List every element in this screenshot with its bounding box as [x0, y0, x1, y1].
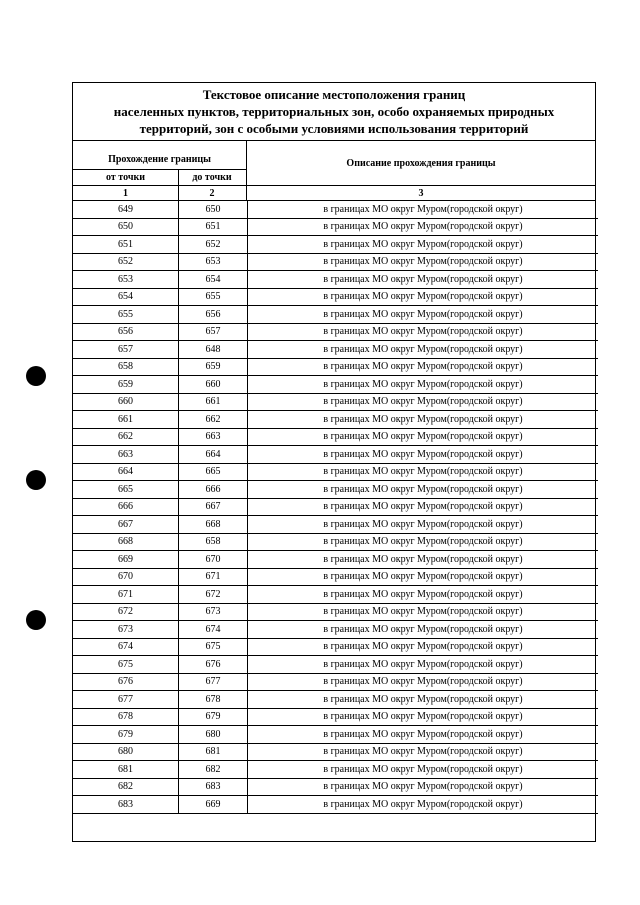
- to-point-cell: 663: [179, 428, 248, 446]
- table-row: [73, 463, 598, 481]
- description-cell: в границах МО округ Муром(городской округ): [248, 603, 599, 621]
- description-cell: в границах МО округ Муром(городской округ): [248, 498, 599, 516]
- to-point-cell: 656: [179, 306, 248, 324]
- table-row: [73, 341, 598, 359]
- from-point-cell: 679: [73, 726, 179, 744]
- from-point-cell: 671: [73, 586, 179, 604]
- to-point-cell: 652: [179, 236, 248, 254]
- description-cell: в границах МО округ Муром(городской округ): [248, 446, 599, 464]
- description-cell: в границах МО округ Муром(городской округ): [248, 673, 599, 691]
- description-cell: в границах МО округ Муром(городской округ): [248, 656, 599, 674]
- description-cell: в границах МО округ Муром(городской округ): [248, 306, 599, 324]
- punch-hole-middle: [26, 470, 46, 490]
- from-point-cell: 652: [73, 253, 179, 271]
- title-line-2: населенных пунктов, территориальных зон, особо охраняемых природных: [113, 104, 555, 119]
- description-cell: в границах МО округ Муром(городской округ): [248, 778, 599, 796]
- to-point-cell: 673: [179, 603, 248, 621]
- from-point-cell: 656: [73, 323, 179, 341]
- table-row: [73, 603, 598, 621]
- from-point-cell: 672: [73, 603, 179, 621]
- description-cell: в границах МО округ Муром(городской округ): [248, 323, 599, 341]
- description-cell: в границах МО округ Муром(городской округ): [248, 236, 599, 254]
- description-cell: в границах МО округ Муром(городской округ): [248, 428, 599, 446]
- to-point-cell: 683: [179, 778, 248, 796]
- from-point-cell: 658: [73, 358, 179, 376]
- to-point-cell: 675: [179, 638, 248, 656]
- table-row: [73, 638, 598, 656]
- description-cell: в границах МО округ Муром(городской округ): [248, 288, 599, 306]
- to-point-cell: 667: [179, 498, 248, 516]
- description-cell: в границах МО округ Муром(городской округ): [248, 218, 599, 236]
- description-cell: в границах МО округ Муром(городской округ): [248, 708, 599, 726]
- to-point-cell: 669: [179, 796, 248, 814]
- from-point-cell: 670: [73, 568, 179, 586]
- from-point-cell: 680: [73, 743, 179, 761]
- from-point-cell: 677: [73, 691, 179, 709]
- table-row: [73, 568, 598, 586]
- from-point-cell: 663: [73, 446, 179, 464]
- from-point-cell: 664: [73, 463, 179, 481]
- boundary-table: [73, 201, 598, 814]
- to-point-cell: 681: [179, 743, 248, 761]
- from-point-cell: 669: [73, 551, 179, 569]
- header-passage: Прохождение границы: [108, 153, 211, 165]
- to-point-cell: 651: [179, 218, 248, 236]
- header-description: Описание прохождения границы: [346, 157, 496, 169]
- header-col-2: 2: [209, 187, 215, 199]
- description-cell: в границах МО округ Муром(городской округ): [248, 621, 599, 639]
- from-point-cell: 660: [73, 393, 179, 411]
- table-row: [73, 796, 598, 814]
- description-cell: в границах МО округ Муром(городской округ): [248, 341, 599, 359]
- description-cell: в границах МО округ Муром(городской округ): [248, 376, 599, 394]
- table-row: [73, 761, 598, 779]
- punch-hole-bottom: [26, 610, 46, 630]
- to-point-cell: 665: [179, 463, 248, 481]
- to-point-cell: 650: [179, 201, 248, 218]
- table-row: [73, 428, 598, 446]
- header-rule-passage: [73, 169, 246, 170]
- description-cell: в границах МО округ Муром(городской округ): [248, 691, 599, 709]
- header-to-point: до точки: [192, 171, 232, 183]
- table-row: [73, 708, 598, 726]
- to-point-cell: 657: [179, 323, 248, 341]
- table-row: [73, 691, 598, 709]
- table-row: [73, 446, 598, 464]
- to-point-cell: 682: [179, 761, 248, 779]
- header-from-point: от точки: [106, 171, 145, 183]
- to-point-cell: 653: [179, 253, 248, 271]
- from-point-cell: 649: [73, 201, 179, 218]
- from-point-cell: 665: [73, 481, 179, 499]
- to-point-cell: 660: [179, 376, 248, 394]
- punch-hole-top: [26, 366, 46, 386]
- from-point-cell: 662: [73, 428, 179, 446]
- to-point-cell: 654: [179, 271, 248, 289]
- header-divider-main: [246, 141, 247, 201]
- from-point-cell: 653: [73, 271, 179, 289]
- table-row: [73, 236, 598, 254]
- table-row: [73, 481, 598, 499]
- table-row: [73, 323, 598, 341]
- description-cell: в границах МО округ Муром(городской округ): [248, 638, 599, 656]
- table-row: [73, 586, 598, 604]
- description-cell: в границах МО округ Муром(городской округ): [248, 358, 599, 376]
- table-row: [73, 673, 598, 691]
- from-point-cell: 673: [73, 621, 179, 639]
- from-point-cell: 667: [73, 516, 179, 534]
- from-point-cell: 650: [73, 218, 179, 236]
- table-row: [73, 516, 598, 534]
- to-point-cell: 671: [179, 568, 248, 586]
- to-point-cell: 664: [179, 446, 248, 464]
- table-row: [73, 726, 598, 744]
- header-col-3: 3: [418, 187, 424, 199]
- table-row: [73, 498, 598, 516]
- description-cell: в границах МО округ Муром(городской округ): [248, 271, 599, 289]
- to-point-cell: 676: [179, 656, 248, 674]
- description-cell: в границах МО округ Муром(городской округ): [248, 586, 599, 604]
- table-row: [73, 743, 598, 761]
- description-cell: в границах МО округ Муром(городской округ): [248, 411, 599, 429]
- to-point-cell: 668: [179, 516, 248, 534]
- from-point-cell: 659: [73, 376, 179, 394]
- from-point-cell: 678: [73, 708, 179, 726]
- description-cell: в границах МО округ Муром(городской округ): [248, 253, 599, 271]
- table-row: [73, 621, 598, 639]
- to-point-cell: 674: [179, 621, 248, 639]
- to-point-cell: 678: [179, 691, 248, 709]
- description-cell: в границах МО округ Муром(городской округ): [248, 796, 599, 814]
- description-cell: в границах МО округ Муром(городской округ): [248, 743, 599, 761]
- from-point-cell: 675: [73, 656, 179, 674]
- table-row: [73, 288, 598, 306]
- table-row: [73, 358, 598, 376]
- from-point-cell: 661: [73, 411, 179, 429]
- document-frame: [72, 82, 596, 842]
- description-cell: в границах МО округ Муром(городской округ): [248, 568, 599, 586]
- table-row: [73, 551, 598, 569]
- from-point-cell: 674: [73, 638, 179, 656]
- from-point-cell: 676: [73, 673, 179, 691]
- description-cell: в границах МО округ Муром(городской округ): [248, 481, 599, 499]
- table-row: [73, 393, 598, 411]
- boundary-table-body: [73, 201, 598, 813]
- description-cell: в границах МО округ Муром(городской округ): [248, 533, 599, 551]
- to-point-cell: 648: [179, 341, 248, 359]
- table-row: [73, 218, 598, 236]
- to-point-cell: 670: [179, 551, 248, 569]
- from-point-cell: 682: [73, 778, 179, 796]
- to-point-cell: 679: [179, 708, 248, 726]
- header-col-1: 1: [123, 187, 128, 199]
- description-cell: в границах МО округ Муром(городской округ): [248, 551, 599, 569]
- to-point-cell: 672: [179, 586, 248, 604]
- from-point-cell: 657: [73, 341, 179, 359]
- to-point-cell: 662: [179, 411, 248, 429]
- description-cell: в границах МО округ Муром(городской округ): [248, 463, 599, 481]
- table-row: [73, 656, 598, 674]
- table-row: [73, 253, 598, 271]
- from-point-cell: 666: [73, 498, 179, 516]
- table-row: [73, 411, 598, 429]
- from-point-cell: 668: [73, 533, 179, 551]
- title-line-1: Текстовое описание местоположения границ: [202, 87, 466, 102]
- description-cell: в границах МО округ Муром(городской округ): [248, 761, 599, 779]
- to-point-cell: 658: [179, 533, 248, 551]
- table-row: [73, 271, 598, 289]
- table-row: [73, 533, 598, 551]
- description-cell: в границах МО округ Муром(городской округ): [248, 726, 599, 744]
- from-point-cell: 683: [73, 796, 179, 814]
- description-cell: в границах МО округ Муром(городской округ): [248, 201, 599, 218]
- from-point-cell: 651: [73, 236, 179, 254]
- table-row: [73, 201, 598, 218]
- to-point-cell: 661: [179, 393, 248, 411]
- document-title: [73, 83, 595, 141]
- table-row: [73, 376, 598, 394]
- table-row: [73, 306, 598, 324]
- to-point-cell: 666: [179, 481, 248, 499]
- description-cell: в границах МО округ Муром(городской округ): [248, 516, 599, 534]
- table-row: [73, 778, 598, 796]
- from-point-cell: 654: [73, 288, 179, 306]
- to-point-cell: 659: [179, 358, 248, 376]
- to-point-cell: 677: [179, 673, 248, 691]
- to-point-cell: 680: [179, 726, 248, 744]
- from-point-cell: 681: [73, 761, 179, 779]
- to-point-cell: 655: [179, 288, 248, 306]
- from-point-cell: 655: [73, 306, 179, 324]
- description-cell: в границах МО округ Муром(городской округ): [248, 393, 599, 411]
- header-rule-subheads: [73, 185, 596, 186]
- title-line-3: территорий, зон с особыми условиями использования территорий: [139, 121, 529, 136]
